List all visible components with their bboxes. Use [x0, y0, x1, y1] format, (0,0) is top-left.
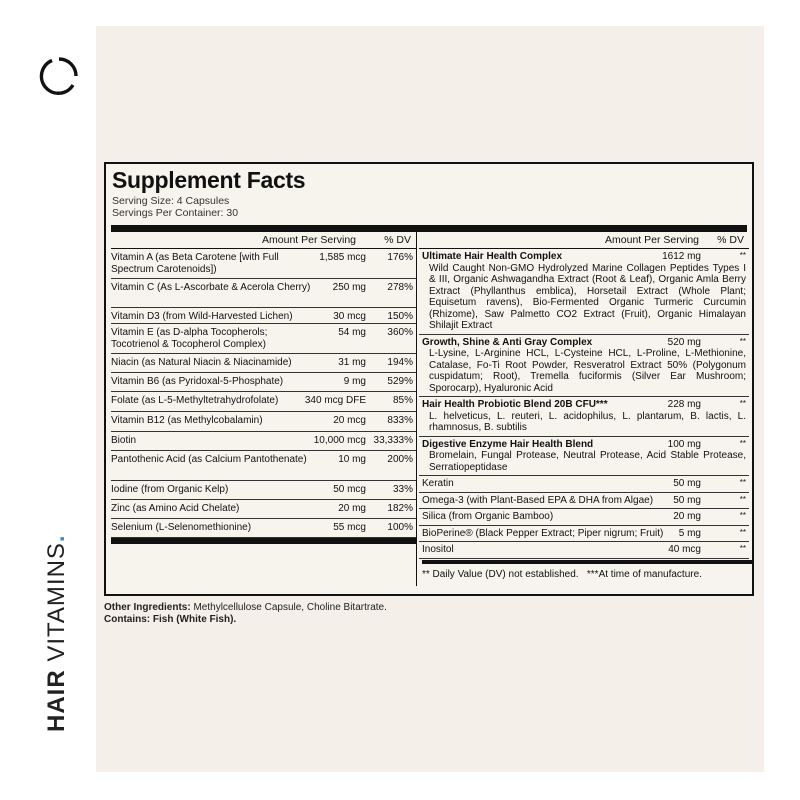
ingredient-name: Ultimate Hair Health Complex — [422, 251, 563, 262]
ingredient-dv: ** — [739, 336, 746, 346]
nutrient-amount: 50 mcg — [333, 484, 366, 495]
nutrient-dv: 200% — [387, 454, 413, 465]
right-bottom-bar — [422, 560, 752, 564]
nutrient-name: Vitamin A (as Beta Carotene [with Full Spectrum Carotenoids]) — [111, 252, 279, 275]
ingredient-name: Growth, Shine & Anti Gray Complex — [422, 336, 593, 348]
nutrient-dv: 278% — [387, 282, 413, 293]
ingredient-description: Bromelain, Fungal Protease, Neutral Protease, Acid Stable Protease, Serratiopeptidase — [429, 450, 746, 473]
left-nutrient-row — [111, 481, 416, 500]
ingredient-name: Silica (from Organic Bamboo) — [422, 511, 554, 522]
nutrient-name: Folate (as L-5-Methyltetrahydrofolate) — [111, 395, 279, 406]
ingredient-dv: ** — [739, 544, 746, 553]
nutrient-dv: 182% — [387, 503, 413, 514]
right-header-amount: Amount Per Serving — [605, 234, 699, 246]
nutrient-amount: 30 mcg — [333, 311, 366, 322]
nutrient-amount: 31 mg — [338, 357, 366, 368]
ingredient-name: Keratin — [422, 478, 454, 489]
brand-word-1: HAIR — [43, 669, 70, 732]
thick-divider — [111, 225, 747, 232]
left-rows — [111, 249, 416, 544]
other-ingredients-value: Methylcellulose Capsule, Choline Bitartrate. — [190, 602, 387, 613]
brand-vertical — [43, 534, 71, 732]
ingredient-amount: 5 mg — [678, 527, 701, 539]
left-header-amount: Amount Per Serving — [262, 234, 356, 246]
right-header — [419, 232, 749, 249]
ingredient-name: Hair Health Probiotic Blend 20B CFU*** — [422, 399, 608, 410]
ingredient-amount: 228 mg — [667, 399, 701, 410]
right-column — [419, 232, 749, 586]
ingredient-amount: 1612 mg — [662, 251, 701, 262]
other-ingredients-label: Other Ingredients: — [104, 602, 191, 613]
footnote: ** Daily Value (DV) not established. ***At time of manufacture. — [422, 568, 702, 580]
right-ingredient-row — [419, 476, 749, 493]
nutrient-amount: 9 mg — [343, 376, 366, 387]
ingredient-amount: 50 mg — [673, 494, 701, 506]
nutrient-dv: 85% — [392, 395, 413, 406]
nutrient-name: Pantothenic Acid (as Calcium Pantothenate) — [111, 454, 307, 465]
right-ingredient-row — [419, 437, 749, 477]
nutrient-dv: 360% — [387, 327, 413, 338]
nutrient-dv: 833% — [387, 415, 413, 426]
nutrient-name: Vitamin E (as D-alpha Tocopherols; Tocotrienol & Tocopherol Complex) — [111, 327, 268, 350]
right-ingredient-row — [419, 249, 749, 335]
brand-word-2: VITAMINS — [43, 542, 70, 662]
ingredient-dv: ** — [739, 494, 746, 504]
ingredient-dv: ** — [739, 438, 746, 448]
nutrient-amount: 54 mg — [338, 327, 366, 338]
serving-size: Serving Size: 4 Capsules — [112, 195, 230, 207]
nutrient-amount: 55 mcg — [333, 522, 366, 533]
nutrient-dv: 194% — [387, 357, 413, 368]
left-nutrient-row — [111, 249, 416, 279]
ingredient-amount: 100 mg — [667, 438, 701, 450]
left-header-dv: % DV — [384, 234, 411, 246]
nutrient-amount: 250 mg — [332, 282, 366, 293]
ingredient-amount: 520 mg — [667, 336, 701, 348]
ingredient-amount: 20 mg — [673, 511, 701, 522]
nutrient-dv: 176% — [387, 252, 413, 263]
nutrient-dv: 529% — [387, 376, 413, 387]
nutrient-name: Selenium (L-Selenomethionine) — [111, 522, 252, 533]
contains-statement: Contains: Fish (White Fish). — [104, 614, 237, 625]
nutrient-amount: 340 mcg DFE — [304, 395, 366, 406]
ingredient-description: L. helveticus, L. reuteri, L. acidophilus, L. plantarum, B. lactis, L. rhamnosus, B. subtilis — [429, 410, 746, 433]
nutrient-dv: 33,333% — [373, 435, 413, 446]
nutrient-name: Vitamin B6 (as Pyridoxal-5-Phosphate) — [111, 376, 284, 387]
supplement-facts-panel — [104, 162, 754, 596]
nutrient-dv: 150% — [387, 311, 413, 322]
right-ingredient-row — [419, 509, 749, 526]
left-nutrient-row — [111, 279, 416, 308]
right-rows — [419, 249, 749, 580]
servings-per-container: Servings Per Container: 30 — [112, 207, 239, 219]
nutrient-name: Biotin — [111, 435, 137, 446]
ingredient-dv: ** — [739, 251, 746, 260]
ingredient-description: Wild Caught Non-GMO Hydrolyzed Marine Collagen Peptides Types I & III, Organic Ashwagandha Extract (Root & Leaf), Organic Amla Berry Extract (Phyllanthus emblica), Horsetail Extract (Whole Plant; Equisetum ravens), Bio-Fermented Organic Turmeric Curcumin (Rhizome), Saw Palmetto CO2 Extract (Fruit), Organic Himalayan Shilajit Extract — [429, 262, 746, 331]
left-nutrient-row — [111, 373, 416, 392]
nutrient-dv: 100% — [387, 522, 413, 533]
right-ingredient-row — [419, 397, 749, 437]
ingredient-amount: 40 mcg — [668, 544, 701, 555]
left-nutrient-row — [111, 392, 416, 412]
ingredient-amount: 50 mg — [673, 478, 701, 489]
ingredient-name: BioPerine® (Black Pepper Extract; Piper nigrum; Fruit) — [422, 527, 664, 539]
nutrient-amount: 10,000 mcg — [313, 435, 366, 446]
left-nutrient-row — [111, 451, 416, 481]
nutrient-name: Vitamin B12 (as Methylcobalamin) — [111, 415, 263, 426]
nutrient-dv: 33% — [392, 484, 413, 495]
left-nutrient-row — [111, 324, 416, 354]
right-ingredient-row — [419, 493, 749, 510]
left-nutrient-row — [111, 432, 416, 451]
nutrient-amount: 20 mcg — [333, 415, 366, 426]
right-ingredient-row — [419, 542, 749, 559]
nutrient-name: Iodine (from Organic Kelp) — [111, 484, 229, 495]
ingredient-name: Inositol — [422, 544, 454, 555]
right-ingredient-row — [419, 335, 749, 398]
nutrient-name: Vitamin C (As L-Ascorbate & Acerola Cherry) — [111, 282, 311, 293]
ingredient-dv: ** — [739, 527, 746, 537]
left-nutrient-row — [111, 308, 416, 324]
right-header-dv: % DV — [717, 234, 744, 246]
ingredient-name: Omega-3 (with Plant-Based EPA & DHA from Algae) — [422, 494, 654, 506]
left-nutrient-row — [111, 519, 416, 538]
other-ingredients-block — [104, 602, 387, 626]
left-nutrient-row — [111, 412, 416, 432]
circle-arc-logo — [38, 55, 80, 97]
nutrient-name: Zinc (as Amino Acid Chelate) — [111, 503, 240, 514]
facts-title: Supplement Facts — [112, 167, 306, 193]
left-nutrient-row — [111, 354, 416, 373]
right-ingredient-row — [419, 526, 749, 543]
left-nutrient-row — [111, 500, 416, 519]
left-column — [111, 232, 417, 586]
nutrient-amount: 10 mg — [338, 454, 366, 465]
brand-dot: . — [43, 534, 70, 543]
ingredient-description: L-Lysine, L-Arginine HCL, L-Cysteine HCL, L-Proline, L-Methionine, Catalase, Fo-Ti Root Powder, Resveratrol Extract 50% (Polygonum cuspidatum; Root), Tremella fuciformis (Silver Ear Mushroom; Sporocarp), Hyaluronic Acid — [429, 348, 746, 394]
nutrient-amount: 1,585 mcg — [319, 252, 366, 263]
nutrient-name: Vitamin D3 (from Wild-Harvested Lichen) — [111, 311, 293, 322]
ingredient-dv: ** — [739, 399, 746, 408]
ingredient-dv: ** — [739, 511, 746, 520]
left-bottom-bar — [111, 538, 416, 544]
ingredient-name: Digestive Enzyme Hair Health Blend — [422, 438, 594, 450]
nutrient-amount: 20 mg — [338, 503, 366, 514]
nutrient-name: Niacin (as Natural Niacin & Niacinamide) — [111, 357, 292, 368]
ingredient-dv: ** — [739, 478, 746, 487]
left-header — [111, 232, 416, 249]
